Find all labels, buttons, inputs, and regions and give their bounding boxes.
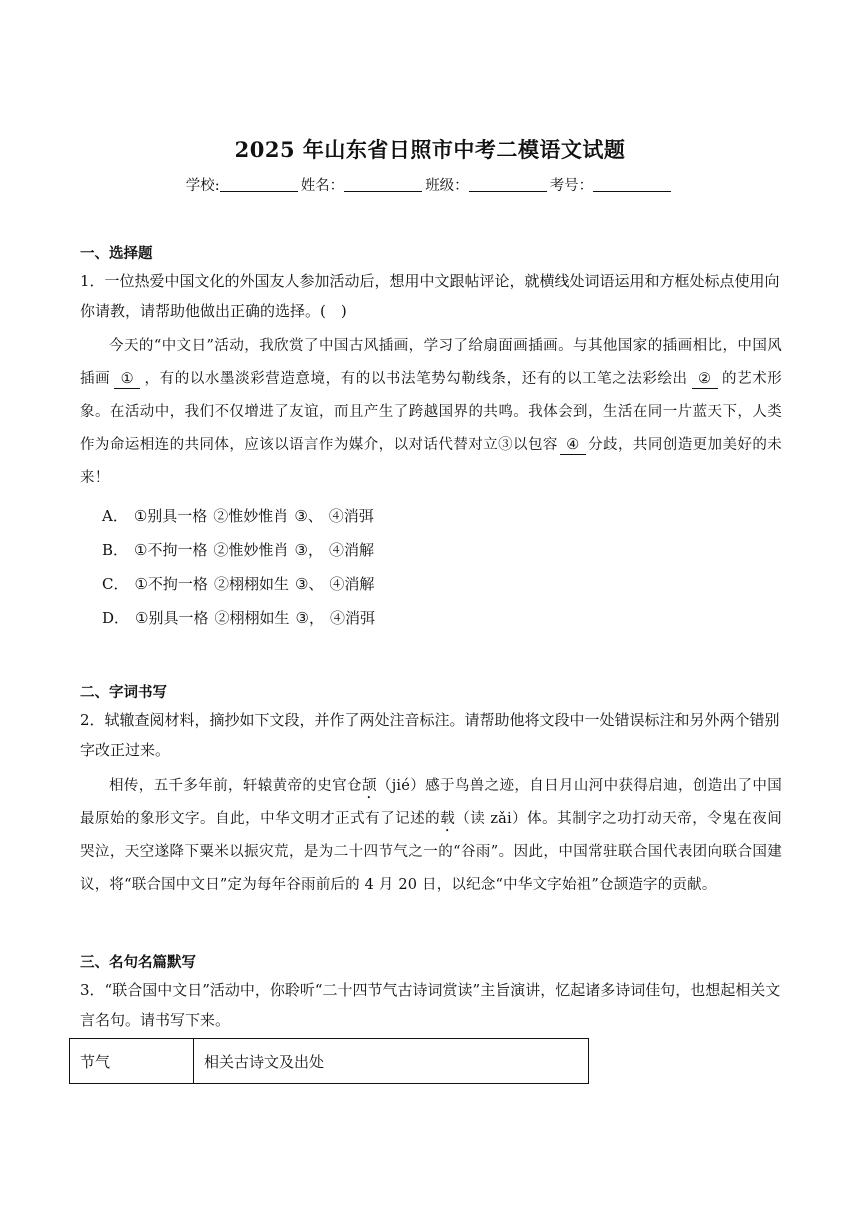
annotated-char-1: 颉 [361, 778, 377, 794]
passage-text: 相传，五千多年前，轩辕黄帝的史官仓 [109, 778, 362, 794]
option-word: ④消解 [328, 541, 374, 559]
option-b[interactable] [102, 539, 380, 560]
table-header-poem-source: 相关古诗文及出处 [194, 1039, 589, 1084]
passage-text: （读 zǎi）体。其制字之功打动天帝，令鬼在夜间哭泣，天空遂降下粟米以振灾荒，是为二十四节气之一的“谷雨”。因此，中国常驻联合国代表团向联合国建议，将“联合国中文日”定为每年谷雨前后的 4 月 20 日，以纪念“中华文字始祖”仓颉造字的贡献。 [80, 811, 782, 893]
page-title: 2025 年山东省日照市中考二模语文试题 [234, 137, 626, 162]
question-3-line-1: 3．“联合国中文日”活动中，你聆听“二十四节气古诗词赏读”主旨演讲，忆起诸多诗词佳句，也想起相关文 [80, 981, 781, 999]
question-1-line-1: 1．一位热爱中国文化的外国友人参加活动后，想用中文跟帖评论，就横线处词语运用和方框处标点使用向 [80, 272, 780, 290]
question-2-line-1: 2．轼辙查阅材料，摘抄如下文段，并作了两处注音标注。请帮助他将文段中一处错误标注和另外两个错别 [80, 711, 780, 729]
option-word: ④消解 [329, 575, 375, 593]
student-info-line [0, 174, 860, 195]
section-heading-writing: 二、字词书写 [80, 684, 167, 701]
section-heading-choice: 一、选择题 [80, 245, 153, 262]
option-letter: C． [102, 575, 129, 593]
option-word: ①不拘一格 [134, 541, 208, 559]
option-punct: ③、 [294, 575, 324, 593]
question-3-line-2: 言名句。请书写下来。 [80, 1011, 231, 1029]
option-word: ④消弭 [329, 609, 375, 627]
passage-text: （jié）感于鸟兽之迹，自日月山河中获得启迪，创造出了中国最原始的象形文字。自此，中华文明才正式有了记述的 [80, 778, 783, 827]
option-punct: ③、 [294, 507, 323, 525]
blank-2: ② [692, 370, 718, 389]
option-letter: D． [102, 609, 130, 627]
annotated-char-2: 载 [440, 811, 456, 827]
poetry-table [69, 1038, 589, 1084]
option-letter: A． [102, 507, 128, 525]
option-word: ①别具一格 [135, 609, 209, 627]
passage-text: 分歧，共同创造更加美好的未来！ [80, 437, 782, 486]
option-word: ①别具一格 [133, 507, 208, 525]
option-word: ②惟妙惟肖 [213, 507, 289, 525]
question-1-passage [80, 330, 782, 495]
school-label: 学校: [185, 178, 220, 194]
exam-no-blank[interactable] [593, 177, 671, 192]
option-punct: ③， [294, 541, 323, 559]
section-heading-recitation: 三、名句名篇默写 [80, 954, 196, 971]
blank-4: ④ [560, 436, 586, 455]
option-letter: B． [102, 541, 129, 559]
exam-no-label: 考号： [549, 178, 594, 194]
class-blank[interactable] [469, 177, 547, 192]
question-3-stem [80, 975, 782, 1035]
blank-1: ① [114, 370, 140, 389]
table-header-solar-term: 节气 [70, 1039, 194, 1084]
option-word: ①不拘一格 [134, 575, 208, 593]
option-punct: ③， [295, 609, 324, 627]
passage-text: 的艺术形象。在活动中，我们不仅增进了友谊，而且产生了跨越国界的共鸣。我体会到，生活在同一片蓝天下，人类作为命运相连的共同体，应该以语言作为媒介，以对话代替对立③以包容 [80, 371, 782, 453]
option-a[interactable] [102, 505, 380, 526]
name-label: 姓名： [300, 178, 345, 194]
option-word: ④消弭 [328, 507, 374, 525]
option-c[interactable] [102, 573, 380, 594]
table-header-row [70, 1039, 589, 1084]
question-2-stem [80, 705, 782, 765]
option-word: ②惟妙惟肖 [213, 541, 289, 559]
question-2-passage [80, 770, 782, 902]
name-blank[interactable] [344, 177, 422, 192]
question-2-line-2: 字改正过来。 [80, 741, 171, 759]
question-1-stem [80, 266, 782, 326]
option-word: ②栩栩如生 [213, 575, 289, 593]
passage-text: ，有的以水墨淡彩营造意境，有的以书法笔势勾勒线条，还有的以工笔之法彩绘出 [144, 371, 688, 387]
option-word: ②栩栩如生 [214, 609, 290, 627]
question-1-line-2: 你请教，请帮助他做出正确的选择。( ) [80, 302, 347, 320]
class-label: 班级： [425, 178, 469, 194]
school-blank[interactable] [220, 177, 298, 192]
passage-text: 今天的“中文日”活动，我欣赏了中国古风插画，学习了给扇面画插画。与其他国家的插画相比，中国风插画 [80, 338, 782, 387]
option-d[interactable] [102, 607, 381, 628]
